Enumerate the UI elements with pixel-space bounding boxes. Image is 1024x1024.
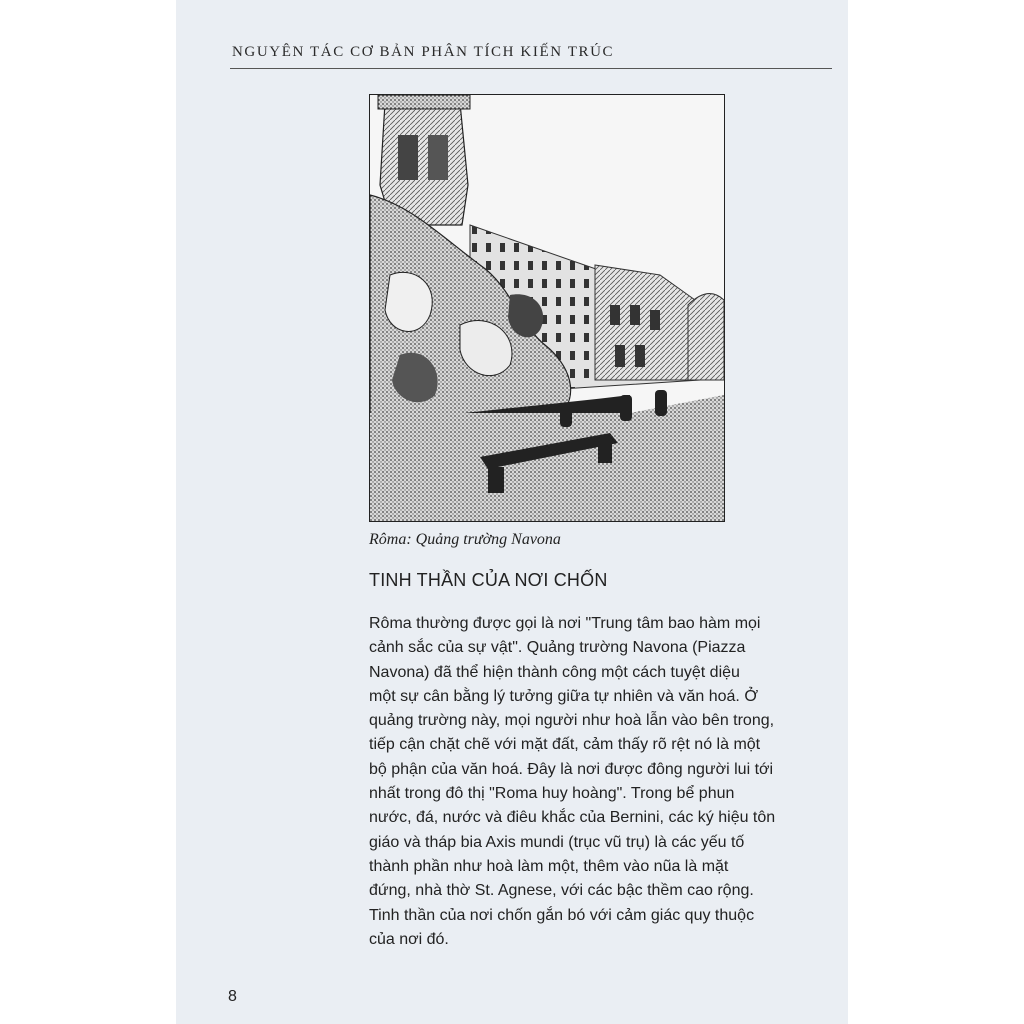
paragraph-line: thành phần như hoà làm một, thêm vào nũa là mặt — [369, 857, 729, 875]
paragraph-line: đứng, nhà thờ St. Agnese, với các bậc thềm cao rộng. — [369, 882, 754, 900]
paragraph-line: Tinh thần của nơi chốn gắn bó với cảm giác quy thuộc — [369, 906, 755, 924]
paragraph-line: giáo và tháp bia Axis mundi (trục vũ trụ) là các yếu tố — [369, 833, 745, 851]
figure-caption: Rôma: Quảng trường Navona — [369, 531, 561, 548]
paragraph-line: nhất trong đô thị "Roma huy hoàng". Trong bể phun — [369, 785, 735, 803]
book-page — [176, 0, 848, 1024]
paragraph-line: tiếp cận chặt chẽ với mặt đất, cảm thấy rõ rệt nó là một — [369, 736, 761, 754]
figure-photo — [369, 94, 725, 522]
paragraph-line: nước, đá, nước và điêu khắc của Bernini, các ký hiệu tôn — [369, 809, 776, 827]
section-title: TINH THẦN CỦA NƠI CHỐN — [369, 570, 608, 590]
paragraph-line: quảng trường này, mọi người như hoà lẫn vào bên trong, — [369, 712, 775, 730]
running-header: NGUYÊN TÁC CƠ BẢN PHÂN TÍCH KIẾN TRÚC — [232, 44, 615, 60]
paragraph-line: một sự cân bằng lý tưởng giữa tự nhiên và văn hoá. Ở — [369, 687, 759, 705]
paragraph-line: Navona) đã thể hiện thành công một cách tuyệt diệu — [369, 663, 740, 681]
piazza-navona-illustration — [370, 95, 724, 521]
paragraph-line: Rôma thường được gọi là nơi "Trung tâm bao hàm mọi — [369, 615, 761, 632]
body-paragraph — [369, 612, 841, 952]
paragraph-line: bộ phận của văn hoá. Đây là nơi được đông người lui tới — [369, 760, 774, 778]
paragraph-line: cảnh sắc của sự vật". Quảng trường Navona (Piazza — [369, 639, 746, 657]
page-number: 8 — [228, 988, 237, 1005]
paragraph-line: của nơi đó. — [369, 930, 449, 948]
header-rule — [230, 68, 832, 69]
